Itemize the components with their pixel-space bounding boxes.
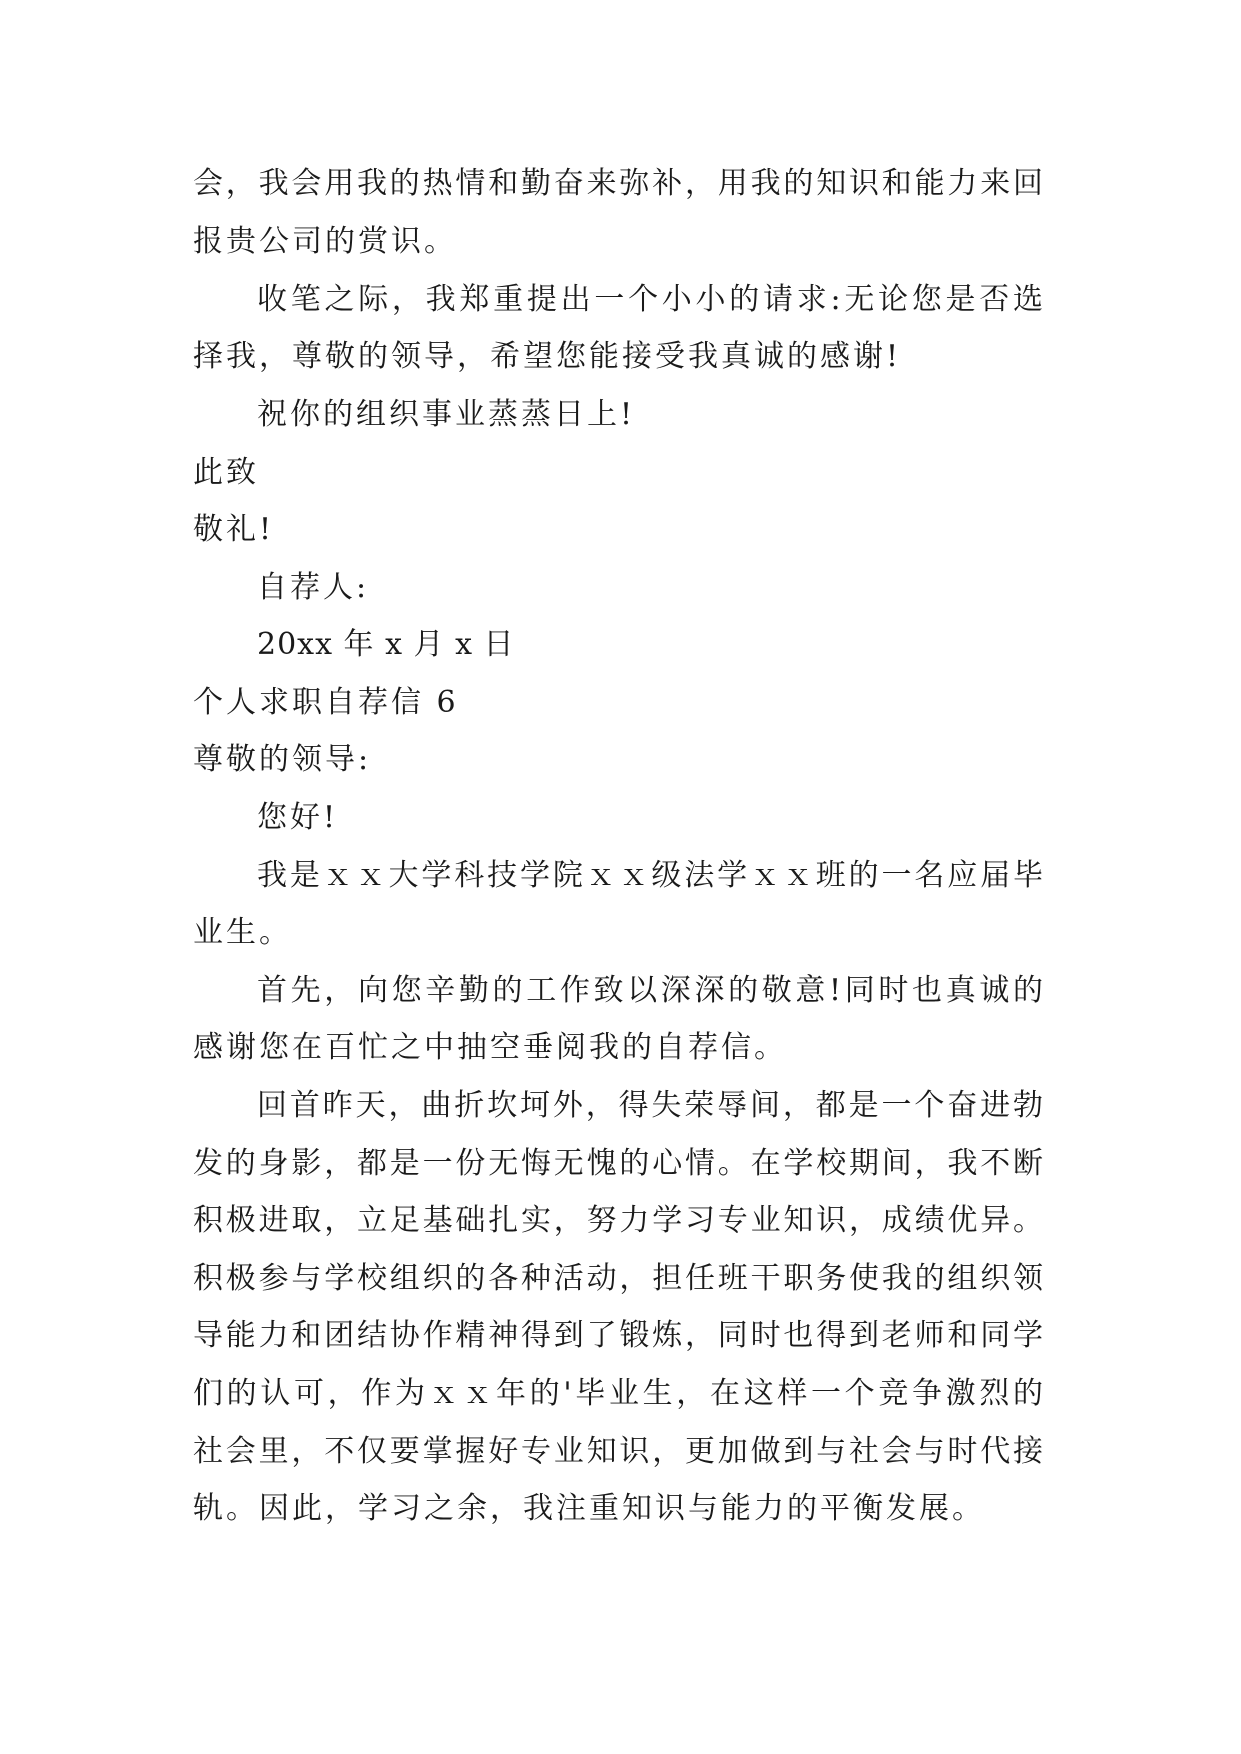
body-text-line: 社会里，不仅要掌握好专业知识，更加做到与社会与时代接 — [193, 1434, 1043, 1469]
body-text-line: 导能力和团结协作精神得到了锻炼，同时也得到老师和同学 — [193, 1318, 1043, 1353]
body-text-line: 首先，向您辛勤的工作致以深深的敬意!同时也真诚的 — [257, 973, 1043, 1008]
date-line: 20xx 年 x 月 x 日 — [257, 627, 515, 662]
body-text-line: 感谢您在百忙之中抽空垂阅我的自荐信。 — [193, 1030, 787, 1065]
body-text-line: 积极进取，立足基础扎实，努力学习专业知识，成绩优异。 — [193, 1203, 1043, 1238]
body-text-line: 业生。 — [193, 915, 292, 950]
body-text-line: 回首昨天，曲折坎坷外，得失荣辱间，都是一个奋进勃 — [257, 1088, 1043, 1123]
body-text-line: 轨。因此，学习之余，我注重知识与能力的平衡发展。 — [193, 1491, 985, 1526]
closing-regards: 敬礼! — [193, 512, 275, 547]
body-text-line: 积极参与学校组织的各种活动，担任班干职务使我的组织领 — [193, 1261, 1043, 1296]
signature-label: 自荐人: — [257, 570, 370, 605]
body-text-line: 收笔之际，我郑重提出一个小小的请求:无论您是否选 — [257, 282, 1043, 317]
body-text-line: 会，我会用我的热情和勤奋来弥补，用我的知识和能力来回 — [193, 166, 1043, 201]
section-title: 个人求职自荐信 6 — [193, 685, 459, 720]
greeting: 您好! — [257, 800, 339, 835]
closing-salutation: 此致 — [193, 455, 259, 490]
body-text-line: 们的认可，作为ｘｘ年的'毕业生，在这样一个竞争激烈的 — [193, 1376, 1043, 1411]
body-text-line: 发的身影，都是一份无悔无愧的心情。在学校期间，我不断 — [193, 1146, 1043, 1181]
greeting-recipient: 尊敬的领导: — [193, 742, 372, 777]
body-text-line: 祝你的组织事业蒸蒸日上! — [257, 397, 636, 432]
body-text-line: 报贵公司的赏识。 — [193, 224, 457, 259]
body-text-line: 择我，尊敬的领导，希望您能接受我真诚的感谢! — [193, 339, 902, 374]
body-text-line: 我是ｘｘ大学科技学院ｘｘ级法学ｘｘ班的一名应届毕 — [257, 858, 1043, 893]
